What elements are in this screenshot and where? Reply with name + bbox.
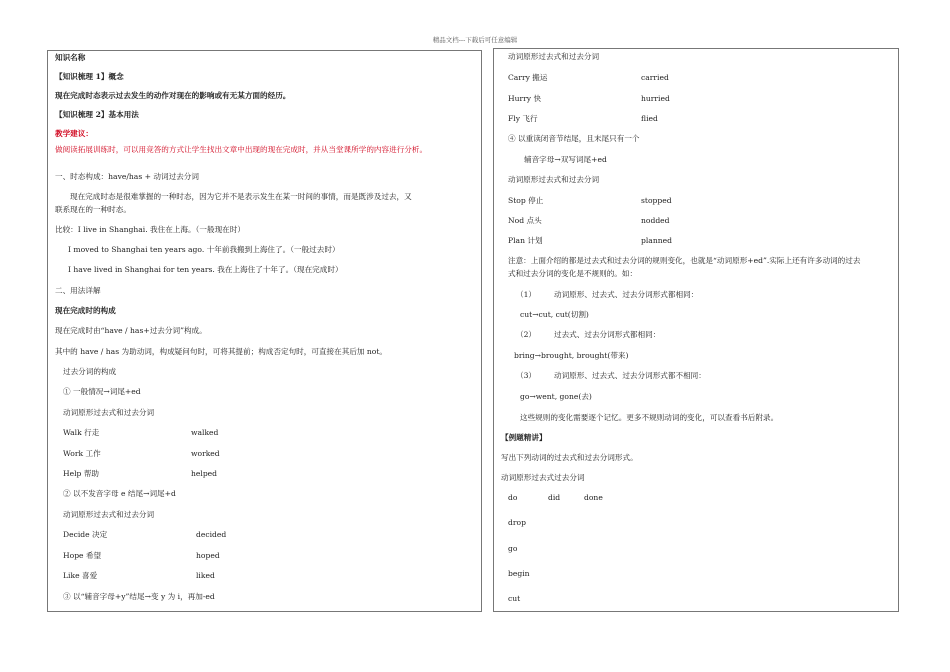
verb-pp: worked <box>191 449 220 458</box>
structure-heading: 现在完成时的构成 <box>55 306 116 315</box>
verb-base: Hurry 快 <box>508 94 542 103</box>
section1-text: 现在完成时态表示过去发生的动作对现在的影响或有无某方面的经历。 <box>55 91 291 100</box>
case1 <box>516 290 698 299</box>
case-number: （3） <box>516 371 537 380</box>
note-line1: 注意：上面介绍的都是过去式和过去分词的规则变化，也就是“动词原形+ed”.实际上还有许多动词的过去 <box>508 256 861 265</box>
left-column <box>47 50 482 612</box>
pp-formation-heading: 过去分词的构成 <box>63 367 117 376</box>
verb-pp: nodded <box>641 216 670 225</box>
structure-text: 现在完成时由“have / has+过去分词”构成。 <box>55 326 207 335</box>
tense-desc-line2: 联系现在的一种时态。 <box>55 205 131 214</box>
example-word: drop <box>508 518 526 527</box>
verb-row <box>508 73 669 82</box>
case-number: （2） <box>516 330 537 339</box>
tense-structure: 一、时态构成：have/has + 动词过去分词 <box>55 172 199 181</box>
example-heading: 【例题精讲】 <box>501 433 547 442</box>
rule3-header: 动词原形过去式和过去分词 <box>508 52 600 61</box>
verb-pp: walked <box>191 428 219 437</box>
verb-row <box>508 114 658 123</box>
verb-row <box>63 469 217 478</box>
verb-base: Help 帮助 <box>63 469 100 478</box>
verb-base: Carry 搬运 <box>508 73 548 82</box>
rule1: ① 一般情况→词尾+ed <box>63 387 141 396</box>
case-number: （1） <box>516 290 537 299</box>
rule4: ④ 以重读闭音节结尾，且末尾只有一个 <box>508 134 640 143</box>
knowledge-title: 知识名称 <box>55 53 86 62</box>
compare-line1: 比较：I live in Shanghai. 我住在上海。（一般现在时） <box>55 225 245 234</box>
rule3: ③ 以“辅音字母+y”结尾→变 y 为 i，再加-ed <box>63 592 215 601</box>
case3 <box>516 371 706 380</box>
verb-base: Stop 停止 <box>508 196 544 205</box>
teaching-tip-text: 做阅读拓展训练时，可以用竞答的方式让学生找出文章中出现的现在完成时，并从当堂课所学的内容进行分析。 <box>55 145 428 154</box>
verb-pp: stopped <box>641 196 672 205</box>
example-base: do <box>508 493 518 502</box>
example-word: go <box>508 544 518 553</box>
example-task: 写出下列动词的过去式和过去分词形式。 <box>501 453 638 462</box>
verb-row <box>508 236 672 245</box>
example-word: cut <box>508 594 521 603</box>
verb-row <box>508 216 670 225</box>
verb-pp: liked <box>196 571 215 580</box>
rule1-header: 动词原形过去式和过去分词 <box>63 408 155 417</box>
verb-base: Decide 决定 <box>63 530 108 539</box>
verb-pp: helped <box>191 469 218 478</box>
verb-row <box>63 551 220 560</box>
case2-example: bring→brought, brought(带来) <box>514 351 629 360</box>
auxiliary-text: 其中的 have / has 为助动词，构成疑问句时，可将其提前；构成否定句时，可直接在其后加 not。 <box>55 347 388 356</box>
verb-row <box>63 530 226 539</box>
verb-row <box>63 449 220 458</box>
note-line2: 式和过去分词的变化是不规则的。如： <box>508 269 638 278</box>
case-text: 动词原形、过去式、过去分词形式都不相同： <box>554 371 706 380</box>
example-past: did <box>548 493 561 502</box>
case-text: 动词原形、过去式、过去分词形式都相同： <box>554 290 699 299</box>
example-pp: done <box>584 493 603 502</box>
verb-base: Work 工作 <box>63 449 101 458</box>
case2 <box>516 330 660 339</box>
teaching-tip-label: 教学建议： <box>55 129 93 138</box>
verb-pp: flied <box>641 114 658 123</box>
tense-desc-line1: 现在完成时态是很难掌握的一种时态，因为它并不是表示发生在某一时间的事情，而是既涉及过去，又 <box>70 192 412 201</box>
verb-pp: decided <box>196 530 227 539</box>
rule4-cont: 辅音字母→双写词尾+ed <box>524 155 607 164</box>
verb-row <box>508 196 672 205</box>
compare-line2: I moved to Shanghai ten years ago. 十年前我搬到上海住了。（一般过去时） <box>68 245 340 254</box>
compare-line3: I have lived in Shanghai for ten years. 我在上海住了十年了。（现在完成时） <box>68 265 343 274</box>
example-word: begin <box>508 569 530 578</box>
section2-heading: 【知识梳理 2】基本用法 <box>55 110 139 119</box>
verb-base: Walk 行走 <box>63 428 100 437</box>
case-text: 过去式、过去分词形式都相同： <box>554 330 661 339</box>
section1-heading: 【知识梳理 1】概念 <box>55 72 124 81</box>
page-header-note: 精品文档---下载后可任意编辑 <box>432 36 518 44</box>
example-header: 动词原形过去式过去分词 <box>501 473 585 482</box>
usage-heading: 二、用法详解 <box>55 286 101 295</box>
verb-pp: hurried <box>641 94 670 103</box>
verb-base: Like 喜爱 <box>63 571 98 580</box>
rule4-header: 动词原形过去式和过去分词 <box>508 175 600 184</box>
verb-base: Nod 点头 <box>508 216 542 225</box>
case3-example: go→went, gone(去) <box>520 392 592 401</box>
case1-example: cut→cut, cut(切割) <box>520 310 589 319</box>
remember-note: 这些规则的变化需要逐个记忆。更多不规则动词的变化，可以查看书后附录。 <box>520 413 779 422</box>
example-row <box>508 493 603 502</box>
rule2-header: 动词原形过去式和过去分词 <box>63 510 155 519</box>
verb-base: Hope 希望 <box>63 551 102 560</box>
verb-row <box>508 94 670 103</box>
right-column <box>493 48 899 612</box>
verb-base: Fly 飞行 <box>508 114 538 123</box>
verb-row <box>63 428 218 437</box>
verb-base: Plan 计划 <box>508 236 543 245</box>
verb-pp: carried <box>641 73 669 82</box>
rule2: ② 以不发音字母 e 结尾→词尾+d <box>63 489 176 498</box>
verb-pp: hoped <box>196 551 220 560</box>
verb-pp: planned <box>641 236 672 245</box>
verb-row <box>63 571 215 580</box>
